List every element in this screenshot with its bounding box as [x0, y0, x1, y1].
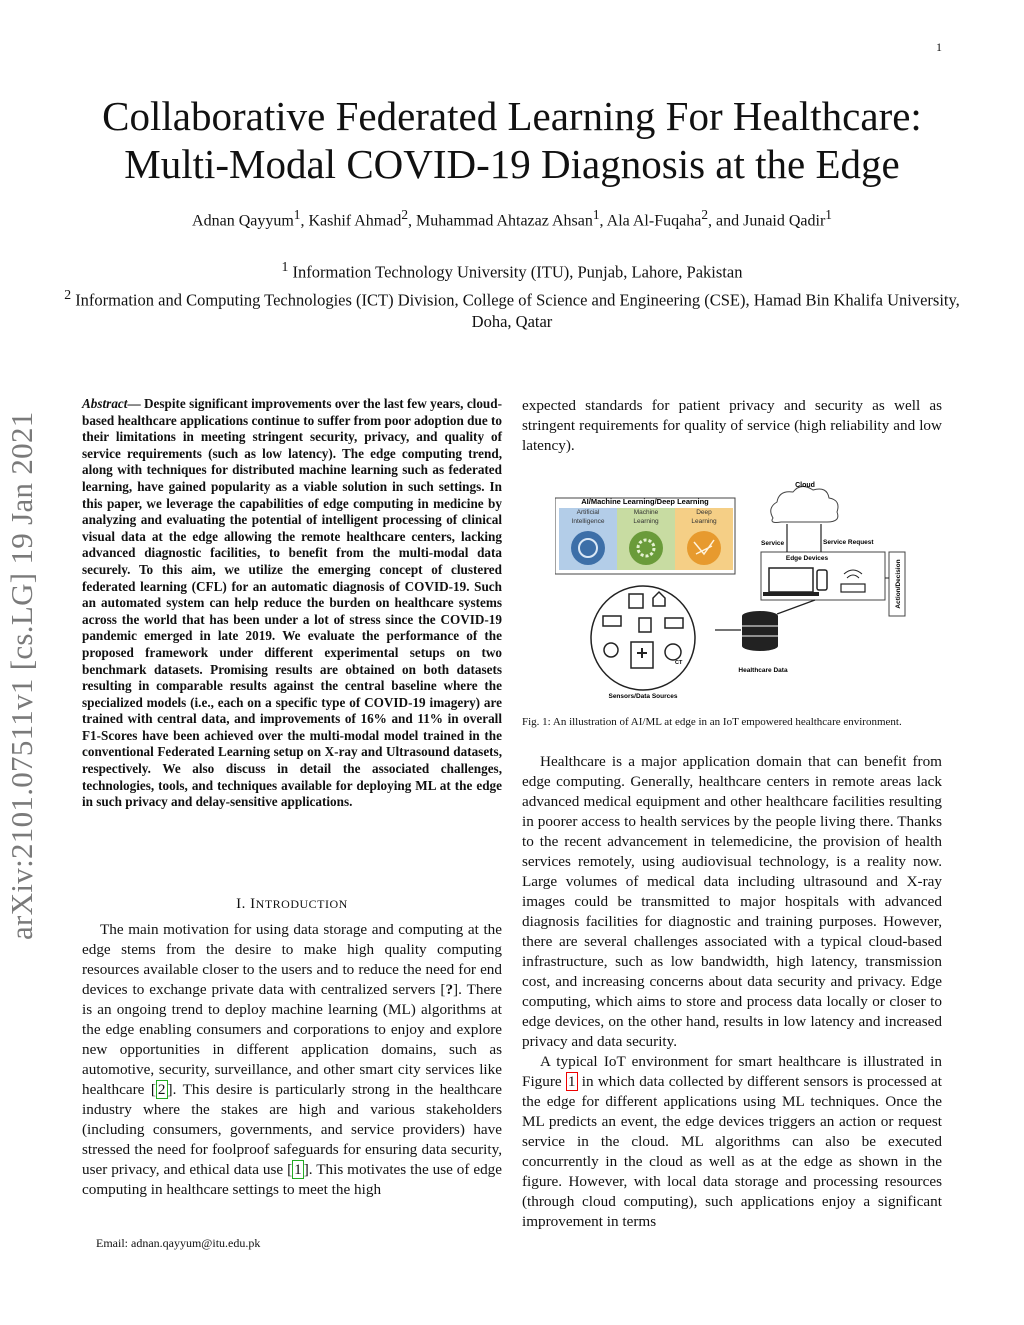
arxiv-identifier[interactable]: arXiv:2101.07511v1 [cs.LG] 19 Jan 2021: [4, 411, 39, 940]
paragraph: [522, 1052, 942, 1232]
cloud-label: Cloud: [795, 482, 815, 489]
title-line-1: Collaborative Federated Learning For Healthcare:: [102, 93, 922, 139]
ml-label-1: Machine: [633, 509, 659, 516]
author-affiliation: 2: [701, 207, 708, 222]
right-column-body: [522, 752, 942, 1232]
ct-label: CT: [675, 660, 683, 666]
ai-label-2: Intelligence: [571, 518, 605, 525]
affiliation: [60, 256, 964, 284]
affiliation-text: Information Technology University (ITU), Punjab, Lahore, Pakistan: [292, 262, 743, 282]
paragraph: Healthcare is a major application domain that can benefit from edge computing. Generally, healthcare centers in remote areas lack advanced medical equipment and other healthcare facilities resulting in poorer access to health services by the people living there. Thanks to the recent advancement in telemedicine, the provision of health services remotely, using audiovisual technology, is a reality now. Large volumes of medical data including ultrasound and X-ray images could be transmitted to major hospitals with advanced diagnosis facilities for diagnostic and training purposes. However, there are several challenges associated with a typical cloud-based infrastructure, such as low bandwidth, high latency, transmission cost, and increasing concerns about data security and privacy. Edge computing, which aims to store and process data locally or closer to edge devices, on the other hand, results in low latency and increased privacy and data security.: [522, 753, 942, 1050]
figure-reference-link[interactable]: 1: [567, 1073, 576, 1090]
laptop-base: [763, 592, 819, 596]
router-icon: [841, 584, 865, 592]
dl-label-2: Learning: [691, 518, 717, 525]
section-title-initial: I: [250, 896, 256, 912]
text-run: in which data collected by different sensors is processed at the edge for different applications using ML techniques. Once the ML predicts an event, the edge devices triggers an action or request service in the cloud. ML algorithms can also be executed concurrently in the cloud as well as at the edge as shown in the figure. However, with local data storage and processing resources (through cloud computing), such applications enjoy a significant improvement in terms: [522, 1073, 943, 1230]
ai-title: AI/Machine Learning/Deep Learning: [581, 497, 709, 506]
paper-title: [40, 92, 984, 188]
citation-link[interactable]: 2: [157, 1081, 166, 1098]
sensors-label: Sensors/Data Sources: [608, 693, 678, 700]
author-affiliation: 1: [592, 207, 600, 222]
author-separator: ,: [599, 212, 607, 230]
dl-label-1: Deep: [696, 509, 712, 516]
text-run: ]. This desire is particularly strong in the healthcare industry where the stakes are high and various stakeholders (including consumers, governments, and service providers) have stressed the need for foolproof safeguards for ensuring data security, user privacy, and ethical data use [: [82, 1081, 502, 1178]
ml-label-2: Learning: [633, 518, 659, 525]
author: Muhammad Ahtazaz Ahsan: [416, 212, 593, 230]
author: Adnan Qayyum: [192, 212, 294, 230]
paragraph: [82, 920, 502, 1200]
author: Ala Al-Fuqaha: [606, 212, 702, 230]
author-separator: ,: [300, 212, 309, 230]
affiliation-number: 2: [64, 286, 72, 302]
action-decision-label: Action/Decision: [895, 559, 902, 609]
cloud-icon: [771, 486, 838, 522]
service-request-label: Service Request: [823, 539, 874, 546]
author-affiliation: 2: [401, 207, 409, 222]
text-run: ]. There is an ongoing trend to deploy machine learning (ML) algorithms at the edge enabling consumers and corporations to enjoy and explore new opportunities in different application domains, such as automotive, security, surveillance, and other smart city services like healthcare [: [82, 981, 502, 1098]
affiliation-number: 1: [281, 259, 289, 274]
footer-email: Email: adnan.qayyum@itu.edu.pk: [96, 1236, 261, 1250]
citation-link[interactable]: 1: [294, 1161, 302, 1178]
affiliation: [60, 284, 964, 334]
author-list: [60, 207, 964, 230]
citation-missing: ?: [445, 981, 454, 998]
laptop-icon: [769, 568, 813, 592]
figure-caption: Fig. 1: An illustration of AI/ML at edge in an IoT empowered healthcare environment.: [522, 716, 902, 728]
paragraph: expected standards for patient privacy and security as well as stringent requirements for quality of service (high reliability and low latency).: [522, 397, 942, 454]
service-label: Service: [761, 540, 785, 547]
figure-1: [555, 478, 913, 704]
text-run: The main motivation for using data storage and computing at the edge stems from the desire to make high quality computing resources available closer to the users and to reduce the need for end devices to exchange private data with centralized servers [: [82, 921, 502, 998]
author-affiliation: 1: [825, 207, 832, 222]
author-affiliation: 1: [293, 207, 301, 222]
edge-devices-label: Edge Devices: [785, 555, 829, 562]
affiliations: [60, 256, 964, 333]
page-number: 1: [936, 40, 942, 54]
text-run: ]. This motivates the use of edge computing in healthcare settings to meet the high: [82, 1161, 502, 1198]
neural-net-icon: [687, 531, 721, 565]
healthcare-data-label: Healthcare Data: [738, 667, 788, 674]
edge-arrow: [777, 600, 815, 614]
brain-icon: [571, 531, 605, 565]
wifi-icon: [844, 570, 862, 578]
abstract-label: Abstract: [82, 396, 128, 411]
right-column-continuation: [522, 396, 942, 456]
intro-text: [82, 920, 502, 1200]
author: Junaid Qadir: [743, 212, 826, 230]
abstract-text: — Despite significant improvements over the last few years, cloud-based healthcare applications continue to suffer from poor adoption due to their limitations in meeting stringent security, privacy, and quality of service requirements (such as low latency). The edge computing trend, along with techniques for distributed machine learning such as federated learning, have gained popularity as a viable solution in such settings. In this paper, we leverage the capabilities of edge computing in medicine by analyzing and evaluating the potential of intelligent processing of clinical visual data at the edge allowing the remote healthcare centers, lacking advanced diagnostic facilities, to benefit from the multi-modal data securely. To this aim, we utilize the emerging concept of clustered federated learning (CFL) for an automatic diagnosis of COVID-19. Such an automated system can help reduce the burden on healthcare systems across the world that has been under a lot of stress since the COVID-19 pandemic emerged in late 2019. We evaluate the performance of the proposed framework under different experimental setups on two benchmark datasets. Promising results are obtained on both datasets resulting in comparable results against the central baseline where the specialized models (i.e., each on a specific type of COVID-19 imagery) are trained with central data, and improvements of 16% and 11% in overall F1-Scores have been achieved over the multi-modal model trained in the conventional Federated Learning setup on X-ray and Ultrasound datasets, respectively. We also discuss in detail the associated challenges, technologies, tools, and techniques available for deploying ML at the edge in such privacy and delay-sensitive applications.: [82, 396, 502, 810]
section-number: I.: [236, 896, 246, 912]
database-bottom: [742, 641, 778, 651]
author: Kashif Ahmad: [308, 212, 402, 230]
gear-head-icon: [629, 531, 663, 565]
text-run: A typical IoT environment for smart healthcare is illustrated in Figure: [522, 1053, 942, 1090]
ai-label-1: Artificial: [576, 509, 600, 516]
abstract: [82, 396, 502, 811]
affiliation-text: Information and Computing Technologies (ICT) Division, College of Science and Engineering (CSE), Hamad Bin Khalifa University, Doha, Qatar: [75, 290, 960, 331]
section-heading-introduction: [82, 896, 502, 913]
author-separator: ,: [408, 212, 417, 230]
author-separator: , and: [707, 212, 744, 230]
phone-icon: [817, 570, 827, 590]
title-line-2: Multi-Modal COVID-19 Diagnosis at the Edge: [124, 141, 900, 187]
section-title-rest: NTRODUCTION: [255, 897, 348, 911]
